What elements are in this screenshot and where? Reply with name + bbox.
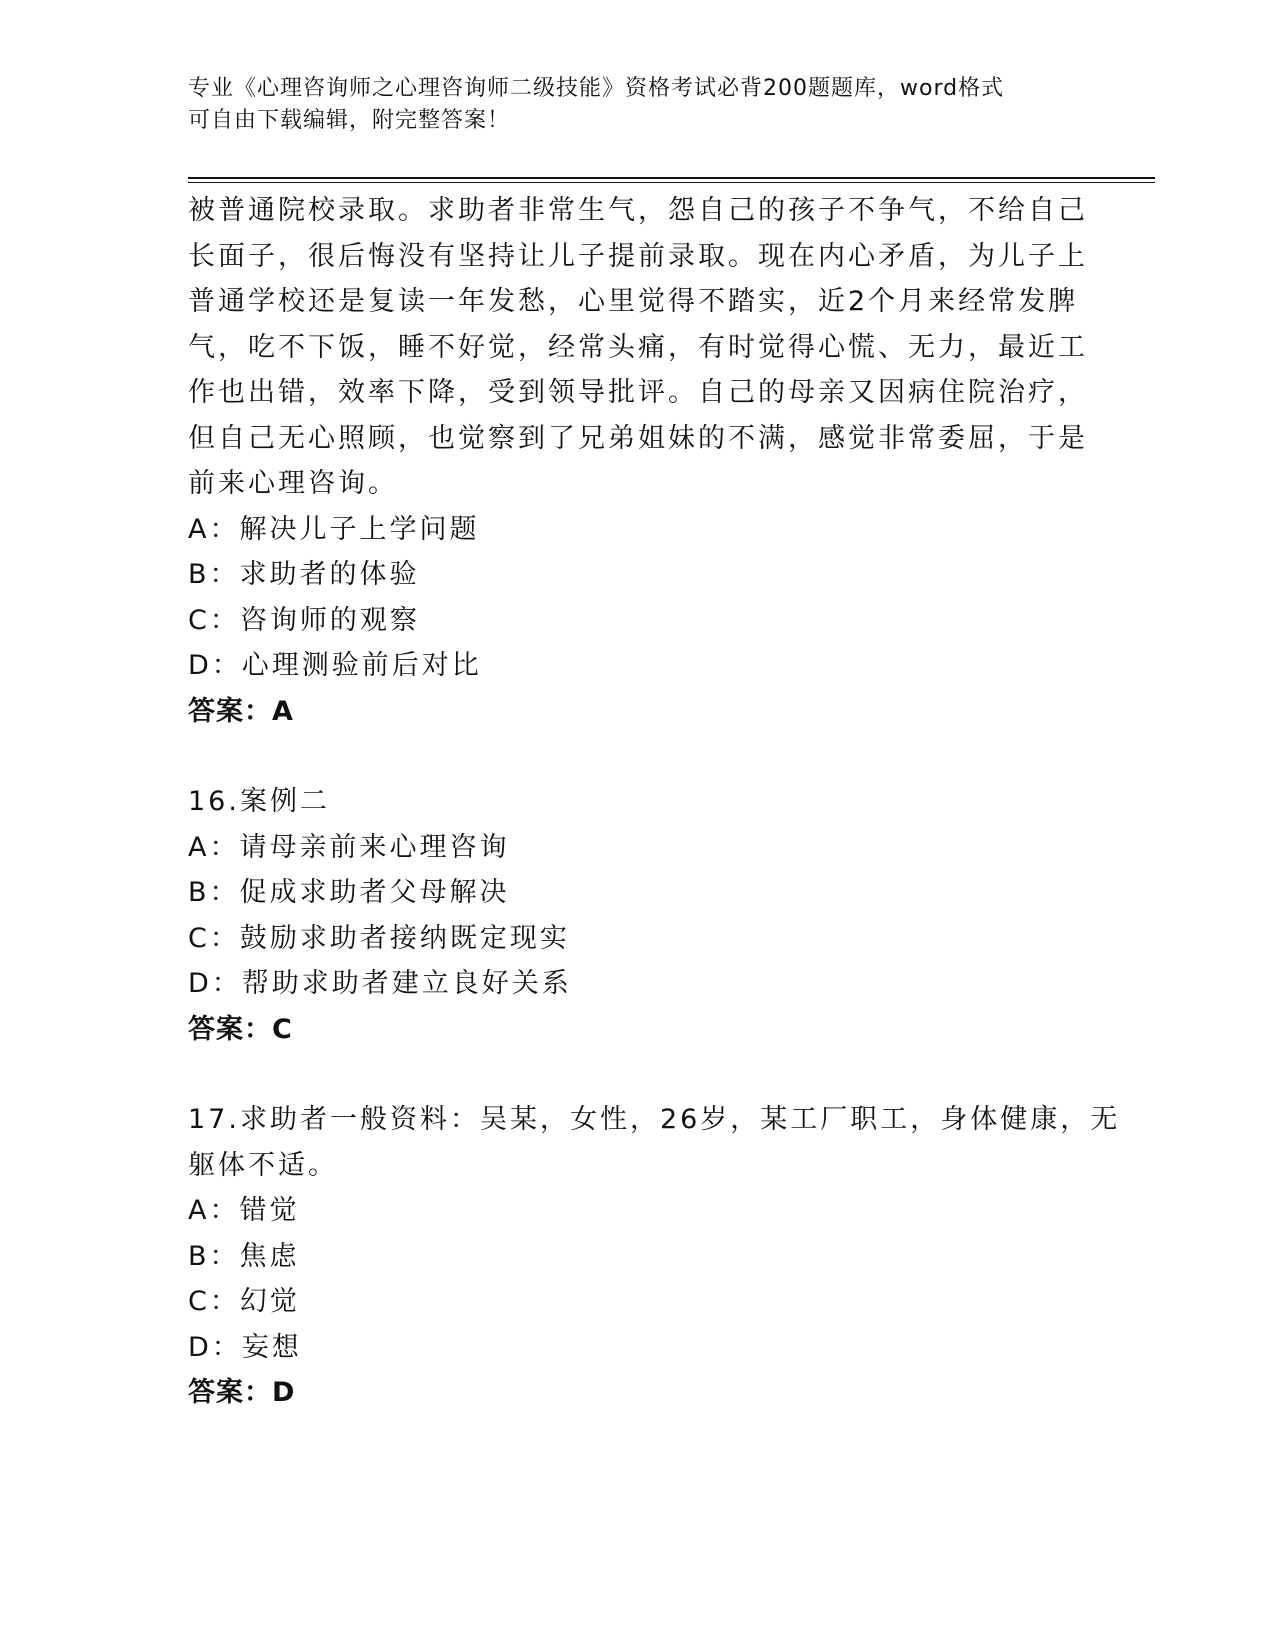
option-b: B：焦虑 [188, 1240, 300, 1272]
question-17 [188, 1097, 1121, 1416]
option-c: C：鼓励求助者接纳既定现实 [188, 922, 570, 954]
answer-line: 答案：A [188, 695, 294, 727]
header-divider-thick [188, 177, 1155, 179]
spacer [188, 1052, 1088, 1097]
question-stem-line: 躯体不适。 [188, 1149, 338, 1181]
header-line-2: 可自由下载编辑，附完整答案！ [188, 108, 511, 133]
question-stem-line: 前来心理咨询。 [188, 468, 398, 499]
option-a: A：错觉 [188, 1195, 300, 1226]
option-a: A：请母亲前来心理咨询 [188, 831, 510, 863]
question-stem-line: 长面子，很后悔没有坚持让儿子提前录取。现在内心矛盾，为儿子上 [188, 240, 1088, 272]
question-stem-line: 气，吃不下饭，睡不好觉，经常头痛，有时觉得心慌、无力，最近工 [188, 331, 1088, 363]
option-d: D：妄想 [188, 1331, 302, 1363]
question-stem-line: 但自己无心照顾，也觉察到了兄弟姐妹的不满，感觉非常委屈，于是 [188, 422, 1088, 454]
option-b: B：促成求助者父母解决 [188, 877, 510, 908]
option-c: C：咨询师的观察 [188, 604, 420, 636]
option-c: C：幻觉 [188, 1286, 300, 1317]
document-header [188, 73, 1088, 137]
question-stem-line: 普通学校还是复读一年发愁，心里觉得不踏实，近2个月来经常发脾 [188, 286, 1079, 317]
header-divider-thin [188, 182, 1155, 183]
question-15 [188, 188, 1088, 734]
option-d: D：帮助求助者建立良好关系 [188, 968, 572, 999]
question-stem-line: 16.案例二 [188, 786, 330, 817]
header-line-1: 专业《心理咨询师之心理咨询师二级技能》资格考试必背200题题库，word格式 [188, 76, 1005, 101]
spacer [188, 734, 1088, 779]
document-body [188, 188, 1121, 1416]
answer-line: 答案：C [188, 1013, 293, 1045]
option-d: D：心理测验前后对比 [188, 650, 482, 681]
answer-line: 答案：D [188, 1377, 296, 1408]
question-stem-line: 作也出错，效率下降，受到领导批评。自己的母亲又因病住院治疗， [188, 377, 1088, 408]
question-16 [188, 779, 1088, 1052]
option-a: A：解决儿子上学问题 [188, 513, 480, 545]
question-stem-line: 被普通院校录取。求助者非常生气，怨自己的孩子不争气，不给自己 [188, 195, 1088, 226]
option-b: B：求助者的体验 [188, 559, 420, 590]
question-stem-line: 17.求助者一般资料：吴某，女性，26岁，某工厂职工，身体健康，无 [188, 1104, 1121, 1135]
